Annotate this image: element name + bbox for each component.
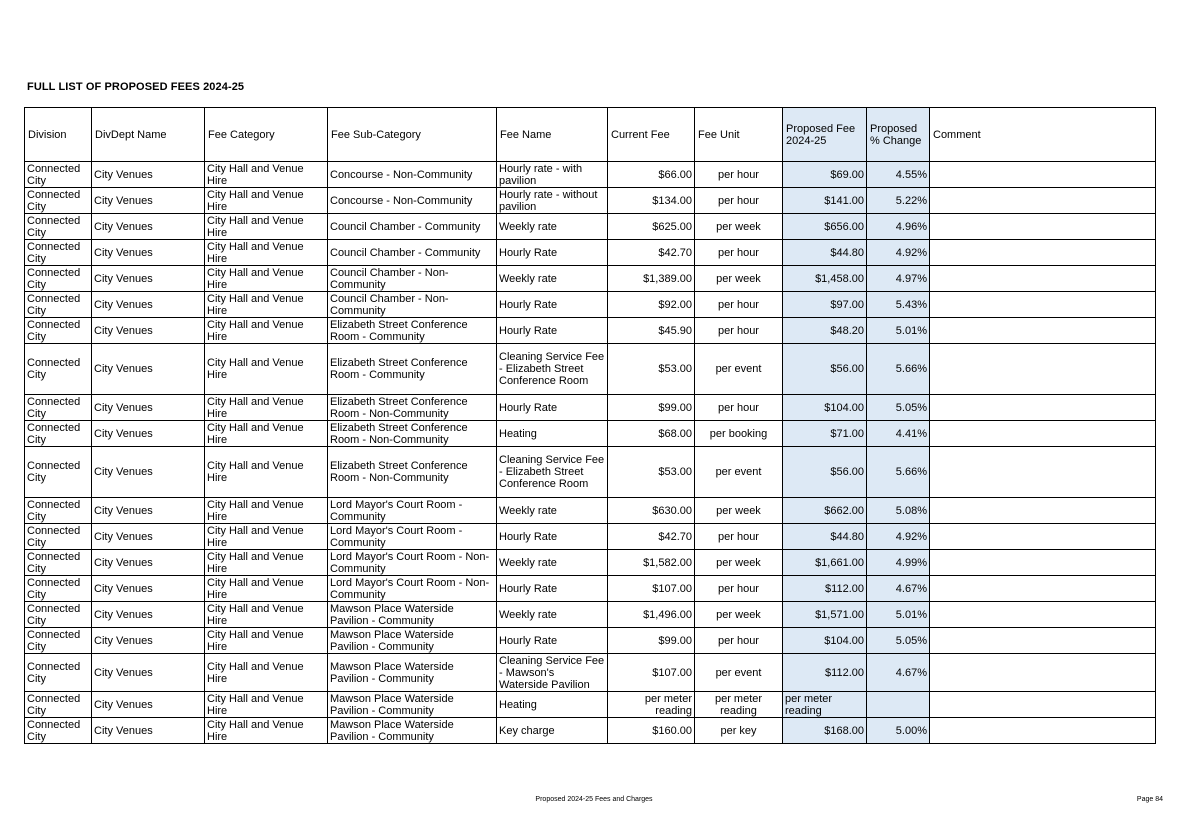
cell-pct-change: 4.55% [867,162,930,188]
cell-category: City Hall and Venue Hire [205,344,328,395]
cell-proposed-fee: $112.00 [783,654,867,692]
cell-division: Connected City [25,550,92,576]
cell-pct-change: 5.01% [867,602,930,628]
table-row [25,692,1156,718]
cell-pct-change: 4.99% [867,550,930,576]
cell-division: Connected City [25,344,92,395]
cell-divdept: City Venues [92,240,205,266]
cell-fee-unit: per week [695,498,783,524]
cell-subcategory: Elizabeth Street Conference Room - Non-Community [328,447,497,498]
cell-subcategory: Mawson Place Waterside Pavilion - Community [328,718,497,744]
cell-current-fee: $99.00 [608,395,695,421]
cell-divdept: City Venues [92,498,205,524]
cell-proposed-fee: $1,458.00 [783,266,867,292]
cell-subcategory: Mawson Place Waterside Pavilion - Community [328,602,497,628]
cell-fee-unit: per hour [695,395,783,421]
cell-fee-unit: per event [695,654,783,692]
cell-subcategory: Lord Mayor's Court Room - Community [328,524,497,550]
cell-fee-unit: per week [695,550,783,576]
cell-subcategory: Mawson Place Waterside Pavilion - Community [328,654,497,692]
cell-proposed-fee: $168.00 [783,718,867,744]
cell-division: Connected City [25,240,92,266]
cell-proposed-fee: $662.00 [783,498,867,524]
cell-category: City Hall and Venue Hire [205,602,328,628]
cell-comment [930,576,1156,602]
cell-division: Connected City [25,524,92,550]
cell-divdept: City Venues [92,292,205,318]
cell-fee-name: Hourly Rate [497,576,608,602]
cell-subcategory: Lord Mayor's Court Room - Community [328,498,497,524]
cell-category: City Hall and Venue Hire [205,498,328,524]
cell-division: Connected City [25,447,92,498]
cell-comment [930,654,1156,692]
page-number: Page 84 [1136,796,1163,803]
cell-division: Connected City [25,628,92,654]
cell-division: Connected City [25,266,92,292]
cell-proposed-fee: $48.20 [783,318,867,344]
table-row [25,318,1156,344]
cell-fee-name: Weekly rate [497,498,608,524]
cell-division: Connected City [25,654,92,692]
header-divdept: DivDept Name [92,108,205,162]
cell-division: Connected City [25,692,92,718]
cell-category: City Hall and Venue Hire [205,266,328,292]
cell-comment [930,318,1156,344]
cell-pct-change: 4.41% [867,421,930,447]
cell-fee-unit: per hour [695,524,783,550]
cell-fee-name: Hourly Rate [497,240,608,266]
cell-current-fee: $42.70 [608,524,695,550]
cell-divdept: City Venues [92,550,205,576]
cell-division: Connected City [25,576,92,602]
cell-category: City Hall and Venue Hire [205,692,328,718]
cell-subcategory: Lord Mayor's Court Room - Non-Community [328,576,497,602]
cell-pct-change: 5.66% [867,344,930,395]
table-row [25,447,1156,498]
cell-division: Connected City [25,292,92,318]
cell-category: City Hall and Venue Hire [205,447,328,498]
cell-proposed-fee: $104.00 [783,395,867,421]
cell-fee-unit: per event [695,447,783,498]
cell-fee-unit: per week [695,266,783,292]
cell-comment [930,162,1156,188]
cell-divdept: City Venues [92,214,205,240]
cell-fee-name: Hourly Rate [497,318,608,344]
cell-fee-unit: per key [695,718,783,744]
cell-category: City Hall and Venue Hire [205,188,328,214]
cell-divdept: City Venues [92,524,205,550]
cell-current-fee: $1,389.00 [608,266,695,292]
cell-current-fee: $42.70 [608,240,695,266]
cell-fee-name: Hourly Rate [497,395,608,421]
cell-divdept: City Venues [92,718,205,744]
cell-category: City Hall and Venue Hire [205,292,328,318]
table-row [25,421,1156,447]
cell-category: City Hall and Venue Hire [205,318,328,344]
cell-category: City Hall and Venue Hire [205,718,328,744]
cell-fee-name: Weekly rate [497,550,608,576]
cell-pct-change: 4.92% [867,240,930,266]
cell-proposed-fee: $104.00 [783,628,867,654]
cell-fee-name: Hourly rate - with pavilion [497,162,608,188]
cell-divdept: City Venues [92,628,205,654]
table-row [25,344,1156,395]
cell-divdept: City Venues [92,447,205,498]
cell-subcategory: Concourse - Non-Community [328,188,497,214]
cell-comment [930,395,1156,421]
cell-division: Connected City [25,318,92,344]
cell-fee-unit: per week [695,602,783,628]
cell-pct-change: 4.67% [867,576,930,602]
cell-current-fee: $99.00 [608,628,695,654]
cell-comment [930,550,1156,576]
header-row [25,108,1156,162]
table-row [25,188,1156,214]
cell-subcategory: Council Chamber - Non-Community [328,292,497,318]
cell-pct-change: 5.66% [867,447,930,498]
cell-divdept: City Venues [92,188,205,214]
cell-fee-name: Weekly rate [497,266,608,292]
cell-category: City Hall and Venue Hire [205,240,328,266]
cell-current-fee: $68.00 [608,421,695,447]
cell-divdept: City Venues [92,162,205,188]
cell-fee-unit: per hour [695,162,783,188]
cell-comment [930,498,1156,524]
cell-current-fee: $53.00 [608,344,695,395]
cell-proposed-fee: $656.00 [783,214,867,240]
cell-division: Connected City [25,498,92,524]
cell-category: City Hall and Venue Hire [205,524,328,550]
cell-divdept: City Venues [92,318,205,344]
cell-proposed-fee: $112.00 [783,576,867,602]
cell-pct-change: 5.05% [867,628,930,654]
cell-fee-name: Hourly Rate [497,292,608,318]
cell-divdept: City Venues [92,344,205,395]
cell-comment [930,266,1156,292]
fees-table [24,107,1156,744]
cell-proposed-fee: $97.00 [783,292,867,318]
cell-fee-name: Hourly Rate [497,524,608,550]
cell-divdept: City Venues [92,395,205,421]
cell-division: Connected City [25,718,92,744]
cell-comment [930,240,1156,266]
table-row [25,628,1156,654]
header-current-fee: Current Fee [608,108,695,162]
cell-pct-change: 4.67% [867,654,930,692]
cell-category: City Hall and Venue Hire [205,421,328,447]
cell-fee-name: Hourly rate - without pavilion [497,188,608,214]
cell-comment [930,524,1156,550]
cell-fee-unit: per hour [695,628,783,654]
table-row [25,524,1156,550]
cell-current-fee: $630.00 [608,498,695,524]
table-row [25,602,1156,628]
header-fee-unit: Fee Unit [695,108,783,162]
cell-divdept: City Venues [92,576,205,602]
cell-subcategory: Elizabeth Street Conference Room - Community [328,344,497,395]
cell-division: Connected City [25,188,92,214]
cell-fee-unit: per event [695,344,783,395]
cell-category: City Hall and Venue Hire [205,628,328,654]
cell-division: Connected City [25,162,92,188]
cell-subcategory: Council Chamber - Community [328,240,497,266]
cell-division: Connected City [25,421,92,447]
cell-subcategory: Elizabeth Street Conference Room - Non-Community [328,395,497,421]
cell-divdept: City Venues [92,421,205,447]
table-row [25,292,1156,318]
cell-comment [930,602,1156,628]
cell-pct-change: 5.08% [867,498,930,524]
cell-current-fee: $66.00 [608,162,695,188]
cell-subcategory: Council Chamber - Non-Community [328,266,497,292]
cell-fee-name: Key charge [497,718,608,744]
cell-current-fee: $625.00 [608,214,695,240]
cell-fee-unit: per hour [695,576,783,602]
cell-fee-name: Weekly rate [497,602,608,628]
cell-divdept: City Venues [92,266,205,292]
header-proposed-fee: Proposed Fee 2024-25 [783,108,867,162]
cell-comment [930,188,1156,214]
cell-division: Connected City [25,395,92,421]
table-row [25,718,1156,744]
cell-comment [930,421,1156,447]
cell-comment [930,292,1156,318]
cell-pct-change: 5.22% [867,188,930,214]
cell-current-fee: $53.00 [608,447,695,498]
cell-fee-unit: per meter reading [695,692,783,718]
fee-rows [25,162,1156,744]
cell-current-fee: $1,496.00 [608,602,695,628]
cell-subcategory: Mawson Place Waterside Pavilion - Community [328,628,497,654]
header-category: Fee Category [205,108,328,162]
cell-current-fee: $134.00 [608,188,695,214]
cell-fee-unit: per week [695,214,783,240]
cell-category: City Hall and Venue Hire [205,654,328,692]
table-row [25,550,1156,576]
cell-current-fee: $92.00 [608,292,695,318]
table-row [25,395,1156,421]
cell-proposed-fee: $69.00 [783,162,867,188]
cell-proposed-fee: $44.80 [783,240,867,266]
cell-pct-change: 5.05% [867,395,930,421]
cell-pct-change: 4.97% [867,266,930,292]
cell-category: City Hall and Venue Hire [205,550,328,576]
cell-comment [930,447,1156,498]
cell-fee-name: Cleaning Service Fee - Mawson's Waterside Pavilion [497,654,608,692]
cell-subcategory: Council Chamber - Community [328,214,497,240]
cell-proposed-fee: $1,571.00 [783,602,867,628]
cell-category: City Hall and Venue Hire [205,214,328,240]
cell-comment [930,214,1156,240]
cell-proposed-fee: $141.00 [783,188,867,214]
cell-current-fee: $107.00 [608,576,695,602]
cell-fee-unit: per booking [695,421,783,447]
cell-proposed-fee: $56.00 [783,344,867,395]
cell-pct-change: 5.01% [867,318,930,344]
cell-proposed-fee: $44.80 [783,524,867,550]
cell-comment [930,718,1156,744]
header-pct-change: Proposed % Change [867,108,930,162]
header-fee-name: Fee Name [497,108,608,162]
cell-subcategory: Lord Mayor's Court Room - Non-Community [328,550,497,576]
cell-pct-change: 5.00% [867,718,930,744]
cell-pct-change: 4.96% [867,214,930,240]
cell-subcategory: Mawson Place Waterside Pavilion - Community [328,692,497,718]
cell-category: City Hall and Venue Hire [205,162,328,188]
header-subcategory: Fee Sub-Category [328,108,497,162]
cell-proposed-fee: per meter reading [783,692,867,718]
footer-title: Proposed 2024-25 Fees and Charges [535,796,653,803]
cell-pct-change: 5.43% [867,292,930,318]
table-row [25,214,1156,240]
cell-category: City Hall and Venue Hire [205,395,328,421]
cell-proposed-fee: $71.00 [783,421,867,447]
cell-comment [930,692,1156,718]
cell-pct-change: 4.92% [867,524,930,550]
cell-current-fee: per meter reading [608,692,695,718]
table-row [25,654,1156,692]
cell-fee-name: Heating [497,692,608,718]
cell-fee-name: Heating [497,421,608,447]
cell-divdept: City Venues [92,602,205,628]
cell-subcategory: Elizabeth Street Conference Room - Non-Community [328,421,497,447]
cell-divdept: City Venues [92,692,205,718]
cell-division: Connected City [25,602,92,628]
cell-fee-name: Cleaning Service Fee - Elizabeth Street Conference Room [497,344,608,395]
cell-subcategory: Elizabeth Street Conference Room - Community [328,318,497,344]
cell-fee-unit: per hour [695,240,783,266]
cell-category: City Hall and Venue Hire [205,576,328,602]
cell-current-fee: $1,582.00 [608,550,695,576]
cell-fee-name: Cleaning Service Fee - Elizabeth Street Conference Room [497,447,608,498]
cell-current-fee: $45.90 [608,318,695,344]
table-row [25,576,1156,602]
cell-comment [930,628,1156,654]
cell-fee-name: Weekly rate [497,214,608,240]
cell-comment [930,344,1156,395]
cell-divdept: City Venues [92,654,205,692]
cell-proposed-fee: $1,661.00 [783,550,867,576]
cell-current-fee: $160.00 [608,718,695,744]
cell-fee-unit: per hour [695,318,783,344]
cell-subcategory: Concourse - Non-Community [328,162,497,188]
table-row [25,266,1156,292]
cell-fee-name: Hourly Rate [497,628,608,654]
page-title: FULL LIST OF PROPOSED FEES 2024-25 [27,81,245,93]
table-row [25,162,1156,188]
cell-fee-unit: per hour [695,292,783,318]
cell-division: Connected City [25,214,92,240]
table-row [25,240,1156,266]
cell-pct-change [867,692,930,718]
table-row [25,498,1156,524]
header-division: Division [25,108,92,162]
cell-current-fee: $107.00 [608,654,695,692]
cell-fee-unit: per hour [695,188,783,214]
header-comment: Comment [930,108,1156,162]
cell-proposed-fee: $56.00 [783,447,867,498]
